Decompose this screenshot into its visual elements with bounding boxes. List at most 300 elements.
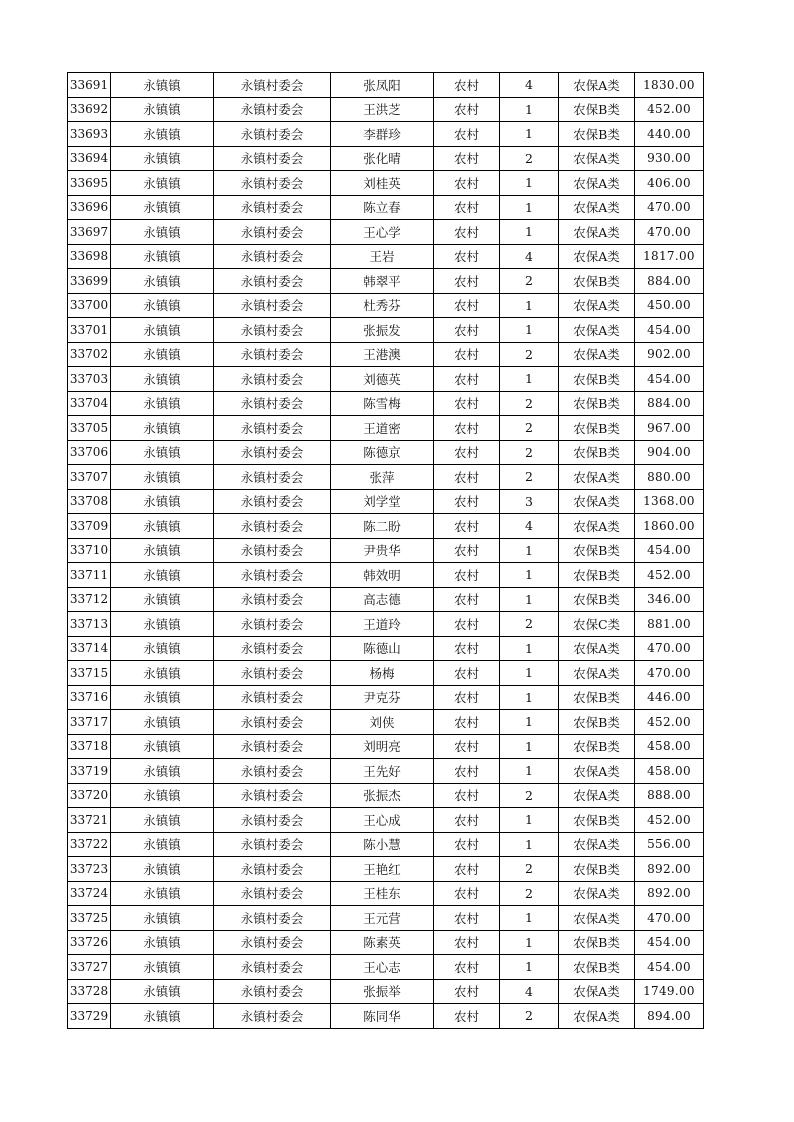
town-cell: 永镇镇 <box>111 857 214 882</box>
household-type-cell: 农村 <box>434 465 500 490</box>
family-size-cell: 1 <box>500 734 559 759</box>
village-committee-cell: 永镇村委会 <box>214 661 331 686</box>
village-committee-cell: 永镇村委会 <box>214 636 331 661</box>
village-committee-cell: 永镇村委会 <box>214 783 331 808</box>
insurance-category-cell: 农保B类 <box>559 563 635 588</box>
town-cell: 永镇镇 <box>111 832 214 857</box>
town-cell: 永镇镇 <box>111 587 214 612</box>
table-row <box>68 759 704 784</box>
record-id-cell: 33710 <box>68 538 111 563</box>
household-type-cell: 农村 <box>434 318 500 343</box>
town-cell: 永镇镇 <box>111 293 214 318</box>
table-row <box>68 318 704 343</box>
insurance-category-cell: 农保B类 <box>559 955 635 980</box>
table-row <box>68 367 704 392</box>
town-cell: 永镇镇 <box>111 342 214 367</box>
insurance-category-cell: 农保B类 <box>559 857 635 882</box>
table-row <box>68 661 704 686</box>
insurance-category-cell: 农保B类 <box>559 710 635 735</box>
beneficiary-table <box>67 72 704 1029</box>
table-row <box>68 171 704 196</box>
village-committee-cell: 永镇村委会 <box>214 612 331 637</box>
record-id-cell: 33699 <box>68 269 111 294</box>
town-cell: 永镇镇 <box>111 685 214 710</box>
town-cell: 永镇镇 <box>111 97 214 122</box>
record-id-cell: 33691 <box>68 73 111 98</box>
village-committee-cell: 永镇村委会 <box>214 171 331 196</box>
family-size-cell: 1 <box>500 97 559 122</box>
village-committee-cell: 永镇村委会 <box>214 73 331 98</box>
table-row <box>68 73 704 98</box>
person-name-cell: 刘学堂 <box>331 489 434 514</box>
person-name-cell: 陈雪梅 <box>331 391 434 416</box>
record-id-cell: 33725 <box>68 906 111 931</box>
person-name-cell: 王道密 <box>331 416 434 441</box>
family-size-cell: 2 <box>500 146 559 171</box>
person-name-cell: 张凤阳 <box>331 73 434 98</box>
household-type-cell: 农村 <box>434 538 500 563</box>
household-type-cell: 农村 <box>434 783 500 808</box>
household-type-cell: 农村 <box>434 661 500 686</box>
amount-cell: 1817.00 <box>635 244 704 269</box>
table-body <box>68 73 704 1029</box>
amount-cell: 446.00 <box>635 685 704 710</box>
household-type-cell: 农村 <box>434 73 500 98</box>
insurance-category-cell: 农保A类 <box>559 1004 635 1029</box>
town-cell: 永镇镇 <box>111 465 214 490</box>
household-type-cell: 农村 <box>434 587 500 612</box>
record-id-cell: 33704 <box>68 391 111 416</box>
person-name-cell: 张萍 <box>331 465 434 490</box>
town-cell: 永镇镇 <box>111 759 214 784</box>
family-size-cell: 1 <box>500 808 559 833</box>
insurance-category-cell: 农保B类 <box>559 391 635 416</box>
village-committee-cell: 永镇村委会 <box>214 906 331 931</box>
family-size-cell: 1 <box>500 318 559 343</box>
person-name-cell: 刘桂英 <box>331 171 434 196</box>
insurance-category-cell: 农保A类 <box>559 979 635 1004</box>
amount-cell: 880.00 <box>635 465 704 490</box>
town-cell: 永镇镇 <box>111 538 214 563</box>
insurance-category-cell: 农保A类 <box>559 636 635 661</box>
town-cell: 永镇镇 <box>111 171 214 196</box>
person-name-cell: 王桂东 <box>331 881 434 906</box>
village-committee-cell: 永镇村委会 <box>214 734 331 759</box>
town-cell: 永镇镇 <box>111 318 214 343</box>
town-cell: 永镇镇 <box>111 1004 214 1029</box>
amount-cell: 1749.00 <box>635 979 704 1004</box>
table-row <box>68 734 704 759</box>
village-committee-cell: 永镇村委会 <box>214 930 331 955</box>
person-name-cell: 王元营 <box>331 906 434 931</box>
family-size-cell: 2 <box>500 269 559 294</box>
household-type-cell: 农村 <box>434 97 500 122</box>
village-committee-cell: 永镇村委会 <box>214 342 331 367</box>
person-name-cell: 王洪芝 <box>331 97 434 122</box>
insurance-category-cell: 农保A类 <box>559 881 635 906</box>
person-name-cell: 韩效明 <box>331 563 434 588</box>
household-type-cell: 农村 <box>434 244 500 269</box>
table-row <box>68 416 704 441</box>
table-row <box>68 269 704 294</box>
insurance-category-cell: 农保A类 <box>559 73 635 98</box>
family-size-cell: 1 <box>500 832 559 857</box>
insurance-category-cell: 农保A类 <box>559 342 635 367</box>
person-name-cell: 王先好 <box>331 759 434 784</box>
record-id-cell: 33724 <box>68 881 111 906</box>
family-size-cell: 2 <box>500 857 559 882</box>
person-name-cell: 刘德英 <box>331 367 434 392</box>
family-size-cell: 1 <box>500 955 559 980</box>
table-row <box>68 97 704 122</box>
table-row <box>68 220 704 245</box>
amount-cell: 470.00 <box>635 195 704 220</box>
household-type-cell: 农村 <box>434 930 500 955</box>
record-id-cell: 33723 <box>68 857 111 882</box>
family-size-cell: 1 <box>500 930 559 955</box>
household-type-cell: 农村 <box>434 685 500 710</box>
insurance-category-cell: 农保A类 <box>559 465 635 490</box>
table-row <box>68 465 704 490</box>
table-row <box>68 244 704 269</box>
table-row <box>68 783 704 808</box>
town-cell: 永镇镇 <box>111 906 214 931</box>
household-type-cell: 农村 <box>434 391 500 416</box>
household-type-cell: 农村 <box>434 979 500 1004</box>
amount-cell: 454.00 <box>635 318 704 343</box>
person-name-cell: 韩翠平 <box>331 269 434 294</box>
record-id-cell: 33697 <box>68 220 111 245</box>
person-name-cell: 陈同华 <box>331 1004 434 1029</box>
household-type-cell: 农村 <box>434 1004 500 1029</box>
amount-cell: 967.00 <box>635 416 704 441</box>
village-committee-cell: 永镇村委会 <box>214 759 331 784</box>
record-id-cell: 33698 <box>68 244 111 269</box>
family-size-cell: 1 <box>500 636 559 661</box>
record-id-cell: 33719 <box>68 759 111 784</box>
family-size-cell: 1 <box>500 759 559 784</box>
town-cell: 永镇镇 <box>111 955 214 980</box>
village-committee-cell: 永镇村委会 <box>214 563 331 588</box>
village-committee-cell: 永镇村委会 <box>214 269 331 294</box>
amount-cell: 556.00 <box>635 832 704 857</box>
person-name-cell: 王心学 <box>331 220 434 245</box>
amount-cell: 454.00 <box>635 538 704 563</box>
table-row <box>68 1004 704 1029</box>
insurance-category-cell: 农保B类 <box>559 538 635 563</box>
table-row <box>68 979 704 1004</box>
table-row <box>68 808 704 833</box>
table-row <box>68 391 704 416</box>
table-row <box>68 881 704 906</box>
insurance-category-cell: 农保A类 <box>559 832 635 857</box>
town-cell: 永镇镇 <box>111 416 214 441</box>
person-name-cell: 杜秀芬 <box>331 293 434 318</box>
insurance-category-cell: 农保A类 <box>559 318 635 343</box>
family-size-cell: 1 <box>500 171 559 196</box>
family-size-cell: 1 <box>500 122 559 147</box>
town-cell: 永镇镇 <box>111 710 214 735</box>
town-cell: 永镇镇 <box>111 636 214 661</box>
record-id-cell: 33712 <box>68 587 111 612</box>
amount-cell: 930.00 <box>635 146 704 171</box>
person-name-cell: 王岩 <box>331 244 434 269</box>
table-row <box>68 293 704 318</box>
insurance-category-cell: 农保B类 <box>559 367 635 392</box>
family-size-cell: 1 <box>500 293 559 318</box>
amount-cell: 1368.00 <box>635 489 704 514</box>
insurance-category-cell: 农保A类 <box>559 171 635 196</box>
village-committee-cell: 永镇村委会 <box>214 465 331 490</box>
table-row <box>68 906 704 931</box>
household-type-cell: 农村 <box>434 122 500 147</box>
town-cell: 永镇镇 <box>111 367 214 392</box>
family-size-cell: 3 <box>500 489 559 514</box>
town-cell: 永镇镇 <box>111 734 214 759</box>
household-type-cell: 农村 <box>434 906 500 931</box>
record-id-cell: 33728 <box>68 979 111 1004</box>
insurance-category-cell: 农保C类 <box>559 612 635 637</box>
table-row <box>68 563 704 588</box>
family-size-cell: 1 <box>500 538 559 563</box>
table-row <box>68 955 704 980</box>
person-name-cell: 李群珍 <box>331 122 434 147</box>
village-committee-cell: 永镇村委会 <box>214 391 331 416</box>
amount-cell: 452.00 <box>635 97 704 122</box>
person-name-cell: 高志德 <box>331 587 434 612</box>
family-size-cell: 1 <box>500 220 559 245</box>
insurance-category-cell: 农保A类 <box>559 293 635 318</box>
village-committee-cell: 永镇村委会 <box>214 832 331 857</box>
record-id-cell: 33692 <box>68 97 111 122</box>
table-row <box>68 636 704 661</box>
record-id-cell: 33709 <box>68 514 111 539</box>
amount-cell: 894.00 <box>635 1004 704 1029</box>
village-committee-cell: 永镇村委会 <box>214 367 331 392</box>
family-size-cell: 4 <box>500 514 559 539</box>
insurance-category-cell: 农保B类 <box>559 734 635 759</box>
town-cell: 永镇镇 <box>111 146 214 171</box>
town-cell: 永镇镇 <box>111 122 214 147</box>
person-name-cell: 尹贵华 <box>331 538 434 563</box>
record-id-cell: 33700 <box>68 293 111 318</box>
town-cell: 永镇镇 <box>111 612 214 637</box>
family-size-cell: 2 <box>500 391 559 416</box>
town-cell: 永镇镇 <box>111 881 214 906</box>
village-committee-cell: 永镇村委会 <box>214 857 331 882</box>
town-cell: 永镇镇 <box>111 244 214 269</box>
family-size-cell: 1 <box>500 661 559 686</box>
person-name-cell: 刘侠 <box>331 710 434 735</box>
insurance-category-cell: 农保B类 <box>559 930 635 955</box>
insurance-category-cell: 农保B类 <box>559 97 635 122</box>
record-id-cell: 33695 <box>68 171 111 196</box>
amount-cell: 406.00 <box>635 171 704 196</box>
insurance-category-cell: 农保B类 <box>559 808 635 833</box>
household-type-cell: 农村 <box>434 808 500 833</box>
household-type-cell: 农村 <box>434 342 500 367</box>
household-type-cell: 农村 <box>434 416 500 441</box>
person-name-cell: 张振举 <box>331 979 434 1004</box>
village-committee-cell: 永镇村委会 <box>214 318 331 343</box>
village-committee-cell: 永镇村委会 <box>214 97 331 122</box>
table-row <box>68 195 704 220</box>
amount-cell: 904.00 <box>635 440 704 465</box>
village-committee-cell: 永镇村委会 <box>214 587 331 612</box>
record-id-cell: 33693 <box>68 122 111 147</box>
household-type-cell: 农村 <box>434 367 500 392</box>
person-name-cell: 王心成 <box>331 808 434 833</box>
insurance-category-cell: 农保A类 <box>559 783 635 808</box>
family-size-cell: 1 <box>500 563 559 588</box>
village-committee-cell: 永镇村委会 <box>214 808 331 833</box>
family-size-cell: 2 <box>500 783 559 808</box>
amount-cell: 881.00 <box>635 612 704 637</box>
person-name-cell: 陈德京 <box>331 440 434 465</box>
household-type-cell: 农村 <box>434 293 500 318</box>
record-id-cell: 33702 <box>68 342 111 367</box>
household-type-cell: 农村 <box>434 440 500 465</box>
household-type-cell: 农村 <box>434 612 500 637</box>
town-cell: 永镇镇 <box>111 73 214 98</box>
table-row <box>68 440 704 465</box>
family-size-cell: 1 <box>500 906 559 931</box>
amount-cell: 452.00 <box>635 808 704 833</box>
table-row <box>68 857 704 882</box>
town-cell: 永镇镇 <box>111 195 214 220</box>
person-name-cell: 王港澳 <box>331 342 434 367</box>
town-cell: 永镇镇 <box>111 514 214 539</box>
family-size-cell: 2 <box>500 1004 559 1029</box>
record-id-cell: 33718 <box>68 734 111 759</box>
household-type-cell: 农村 <box>434 146 500 171</box>
household-type-cell: 农村 <box>434 881 500 906</box>
person-name-cell: 王艳红 <box>331 857 434 882</box>
amount-cell: 470.00 <box>635 636 704 661</box>
amount-cell: 470.00 <box>635 661 704 686</box>
household-type-cell: 农村 <box>434 857 500 882</box>
village-committee-cell: 永镇村委会 <box>214 146 331 171</box>
insurance-category-cell: 农保A类 <box>559 906 635 931</box>
amount-cell: 888.00 <box>635 783 704 808</box>
village-committee-cell: 永镇村委会 <box>214 293 331 318</box>
person-name-cell: 王道玲 <box>331 612 434 637</box>
amount-cell: 454.00 <box>635 930 704 955</box>
table-row <box>68 489 704 514</box>
amount-cell: 440.00 <box>635 122 704 147</box>
village-committee-cell: 永镇村委会 <box>214 881 331 906</box>
record-id-cell: 33729 <box>68 1004 111 1029</box>
town-cell: 永镇镇 <box>111 661 214 686</box>
village-committee-cell: 永镇村委会 <box>214 195 331 220</box>
table-row <box>68 514 704 539</box>
town-cell: 永镇镇 <box>111 808 214 833</box>
village-committee-cell: 永镇村委会 <box>214 538 331 563</box>
person-name-cell: 陈小慧 <box>331 832 434 857</box>
table-row <box>68 146 704 171</box>
family-size-cell: 1 <box>500 710 559 735</box>
insurance-category-cell: 农保A类 <box>559 220 635 245</box>
person-name-cell: 张振发 <box>331 318 434 343</box>
table-row <box>68 342 704 367</box>
record-id-cell: 33703 <box>68 367 111 392</box>
amount-cell: 450.00 <box>635 293 704 318</box>
amount-cell: 454.00 <box>635 955 704 980</box>
amount-cell: 1860.00 <box>635 514 704 539</box>
family-size-cell: 1 <box>500 195 559 220</box>
amount-cell: 892.00 <box>635 881 704 906</box>
village-committee-cell: 永镇村委会 <box>214 710 331 735</box>
table-row <box>68 710 704 735</box>
insurance-category-cell: 农保B类 <box>559 685 635 710</box>
village-committee-cell: 永镇村委会 <box>214 244 331 269</box>
record-id-cell: 33694 <box>68 146 111 171</box>
person-name-cell: 杨梅 <box>331 661 434 686</box>
town-cell: 永镇镇 <box>111 783 214 808</box>
town-cell: 永镇镇 <box>111 220 214 245</box>
person-name-cell: 陈立春 <box>331 195 434 220</box>
family-size-cell: 2 <box>500 465 559 490</box>
insurance-category-cell: 农保A类 <box>559 146 635 171</box>
insurance-category-cell: 农保A类 <box>559 244 635 269</box>
town-cell: 永镇镇 <box>111 440 214 465</box>
insurance-category-cell: 农保A类 <box>559 759 635 784</box>
insurance-category-cell: 农保A类 <box>559 489 635 514</box>
family-size-cell: 1 <box>500 587 559 612</box>
record-id-cell: 33717 <box>68 710 111 735</box>
record-id-cell: 33706 <box>68 440 111 465</box>
record-id-cell: 33708 <box>68 489 111 514</box>
insurance-category-cell: 农保A类 <box>559 195 635 220</box>
village-committee-cell: 永镇村委会 <box>214 220 331 245</box>
record-id-cell: 33716 <box>68 685 111 710</box>
household-type-cell: 农村 <box>434 195 500 220</box>
town-cell: 永镇镇 <box>111 269 214 294</box>
table-row <box>68 685 704 710</box>
village-committee-cell: 永镇村委会 <box>214 1004 331 1029</box>
household-type-cell: 农村 <box>434 171 500 196</box>
person-name-cell: 尹克芬 <box>331 685 434 710</box>
amount-cell: 470.00 <box>635 220 704 245</box>
insurance-category-cell: 农保A类 <box>559 514 635 539</box>
record-id-cell: 33721 <box>68 808 111 833</box>
family-size-cell: 2 <box>500 342 559 367</box>
household-type-cell: 农村 <box>434 832 500 857</box>
record-id-cell: 33705 <box>68 416 111 441</box>
table-row <box>68 587 704 612</box>
family-size-cell: 4 <box>500 979 559 1004</box>
person-name-cell: 王心志 <box>331 955 434 980</box>
record-id-cell: 33714 <box>68 636 111 661</box>
person-name-cell: 刘明亮 <box>331 734 434 759</box>
household-type-cell: 农村 <box>434 636 500 661</box>
town-cell: 永镇镇 <box>111 391 214 416</box>
table-row <box>68 538 704 563</box>
insurance-category-cell: 农保B类 <box>559 587 635 612</box>
insurance-category-cell: 农保B类 <box>559 416 635 441</box>
insurance-category-cell: 农保B类 <box>559 269 635 294</box>
household-type-cell: 农村 <box>434 489 500 514</box>
record-id-cell: 33707 <box>68 465 111 490</box>
record-id-cell: 33715 <box>68 661 111 686</box>
record-id-cell: 33727 <box>68 955 111 980</box>
village-committee-cell: 永镇村委会 <box>214 514 331 539</box>
record-id-cell: 33722 <box>68 832 111 857</box>
person-name-cell: 陈素英 <box>331 930 434 955</box>
family-size-cell: 4 <box>500 73 559 98</box>
family-size-cell: 2 <box>500 612 559 637</box>
amount-cell: 346.00 <box>635 587 704 612</box>
